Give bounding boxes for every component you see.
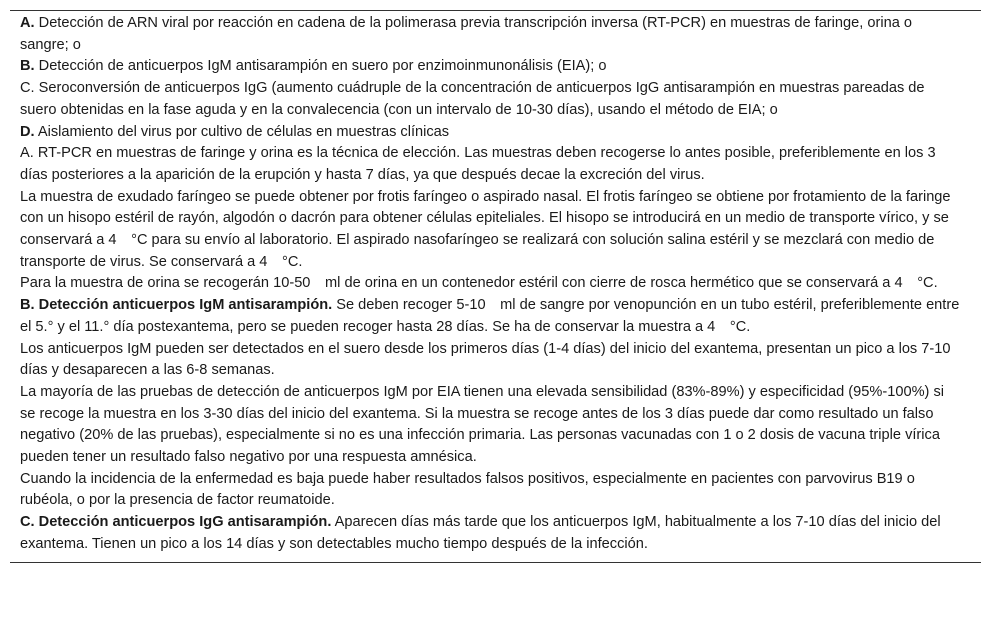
paragraph-text: La muestra de exudado faríngeo se puede obtener por frotis faríngeo o aspirado nasal. El frotis faríngeo se obtiene por frotamiento de la faringe con un hisopo estéril de rayón, algodón o dacrón para obtener células epiteliales. El hisopo se introducirá en un medio de transporte vírico, y se conservará a 4 °C para su envío al laboratorio. El aspirado nasofaríngeo se realizará con solución salina estéril y se mezclará con medio de transporte de virus. Se conservará a 4 °C. xyxy=(20,188,951,270)
paragraph-text: C. Seroconversión de anticuerpos IgG (aumento cuádruple de la concentración de anticuerpos IgG antisarampión en muestras pareadas de suero obtenidas en la fase aguda y en la convalecencia (con un intervalo de 10-30 días), usando el método de EIA; o xyxy=(20,80,925,118)
paragraph xyxy=(20,143,960,186)
document-text-box xyxy=(10,10,981,563)
paragraph-text: Para la muestra de orina se recogerán 10-50 ml de orina en un contenedor estéril con cierre de rosca hermético que se conservará a 4 °C. xyxy=(20,275,938,292)
paragraph xyxy=(20,469,960,512)
paragraph-text: Aislamiento del virus por cultivo de células en muestras clínicas xyxy=(34,123,450,140)
paragraph-text: Se deben recoger 5-10 ml de sangre por venopunción en un tubo estéril, preferiblemente entre el 5.° y el 11.° día postexantema, pero se pueden recoger hasta 28 días. Se ha de conservar la muestra a 4 °C. xyxy=(20,297,960,335)
paragraph-lead: A. xyxy=(20,15,35,31)
paragraph xyxy=(20,122,960,144)
paragraph-lead: B. xyxy=(20,58,35,75)
paragraph-text: A. RT-PCR en muestras de faringe y orina es la técnica de elección. Las muestras deben recogerse lo antes posible, preferiblemente en los 3 días posteriores a la aparición de la erupción y hasta 7 días, ya que después decae la excreción del virus. xyxy=(20,145,936,183)
paragraph xyxy=(20,56,960,78)
paragraph-lead: C. Detección anticuerpos IgG antisarampión. xyxy=(20,514,332,531)
paragraph xyxy=(20,512,960,555)
paragraph-text: Detección de anticuerpos IgM antisarampión en suero por enzimoinmunonálisis (EIA); o xyxy=(34,58,607,75)
paragraph xyxy=(20,13,960,56)
paragraph xyxy=(20,187,960,274)
paragraph-text: Cuando la incidencia de la enfermedad es baja puede haber resultados falsos positivos, especialmente en pacientes con parvovirus B19 o rubéola, o por la presencia de factor reumatoide. xyxy=(20,470,915,509)
paragraph xyxy=(20,339,960,382)
paragraph-text: Detección de ARN viral por reacción en cadena de la polimerasa previa transcripción inversa (RT-PCR) en muestras de faringe, orina o sangre; o xyxy=(20,15,912,53)
paragraph-text: Los anticuerpos IgM pueden ser detectados en el suero desde los primeros días (1-4 días) del inicio del exantema, presentan un pico a los 7-10 días y desaparecen a las 6-8 semanas. xyxy=(20,340,951,379)
paragraph xyxy=(20,78,960,121)
paragraph-text: Aparecen días más tarde que los anticuerpos IgM, habitualmente a los 7-10 días del inicio del exantema. Tienen un pico a los 14 días y son detectables mucho tiempo después de la infección. xyxy=(20,514,941,552)
paragraph xyxy=(20,273,960,295)
paragraph-lead: B. Detección anticuerpos IgM antisarampión. xyxy=(20,297,333,314)
paragraph xyxy=(20,295,960,338)
paragraph xyxy=(20,382,960,469)
paragraph-lead: D. xyxy=(20,123,35,140)
paragraph-text: La mayoría de las pruebas de detección de anticuerpos IgM por EIA tienen una elevada sensibilidad (83%-89%) y especificidad (95%-100%) si se recoge la muestra en los 3-30 días del inicio del exantema. Si la muestra se recoge antes de los 3 días puede dar como resultado un falso negativo (20% de las pruebas), especialmente si no es una infección primaria. Las personas vacunadas con 1 o 2 dosis de vacuna triple vírica pueden tener un resultado falso negativo por una respuesta amnésica. xyxy=(20,383,945,466)
